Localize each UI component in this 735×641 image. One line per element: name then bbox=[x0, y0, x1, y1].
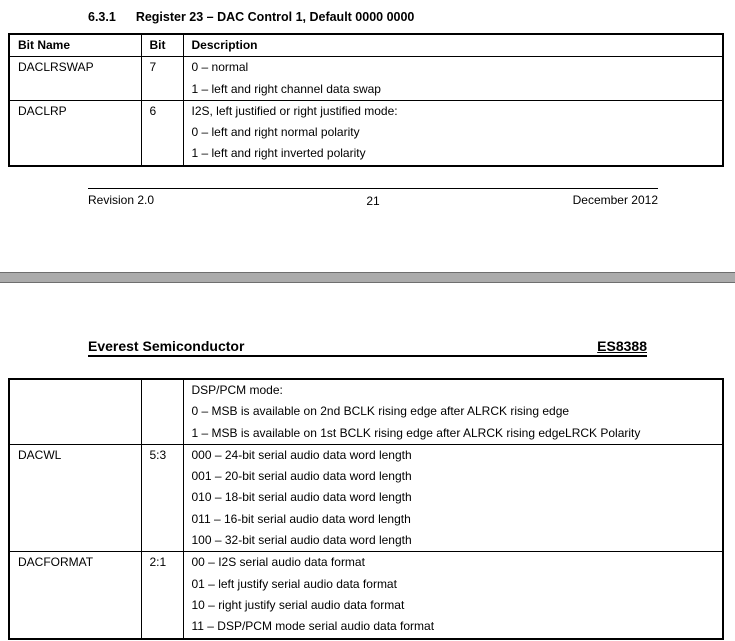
header-part-number: ES8388 bbox=[597, 338, 647, 354]
description-cell bbox=[183, 552, 723, 639]
description-line: DSP/PCM mode: bbox=[191, 383, 283, 397]
bit-name-cell: DACLRSWAP bbox=[9, 57, 141, 101]
bit-name-cell: DACFORMAT bbox=[9, 552, 141, 639]
description-line: 10 – right justify serial audio data format bbox=[191, 597, 405, 612]
description-line: 011 – 16-bit serial audio data word length bbox=[191, 511, 411, 526]
description-line: 11 – DSP/PCM mode serial audio data format bbox=[191, 619, 435, 634]
description-line: 1 – left and right channel data swap bbox=[191, 81, 381, 96]
footer-date: December 2012 bbox=[572, 193, 658, 207]
table-row bbox=[9, 379, 723, 444]
column-header-bit-name: Bit Name bbox=[9, 34, 141, 57]
section-title: Register 23 – DAC Control 1, Default 0000 0000 bbox=[135, 10, 415, 24]
column-header-bit: Bit bbox=[141, 34, 183, 57]
bit-cell: 7 bbox=[141, 57, 183, 101]
footer-page-number: 21 bbox=[366, 194, 380, 208]
bit-cell: 6 bbox=[141, 100, 183, 165]
description-line: 010 – 18-bit serial audio data word length bbox=[191, 490, 412, 505]
description-line: 0 – left and right normal polarity bbox=[191, 125, 360, 140]
description-line: 0 – normal bbox=[191, 60, 249, 75]
page-break-separator bbox=[0, 272, 735, 283]
section-heading bbox=[88, 10, 414, 24]
description-cell bbox=[183, 57, 723, 101]
description-cell bbox=[183, 379, 723, 444]
bit-name-cell bbox=[9, 379, 141, 444]
bit-cell: 5:3 bbox=[141, 444, 183, 551]
table-row bbox=[9, 552, 723, 639]
page-header bbox=[88, 333, 647, 357]
description-line: 0 – MSB is available on 2nd BCLK rising edge after ALRCK rising edge bbox=[191, 404, 570, 419]
table-row bbox=[9, 444, 723, 551]
table-header-row bbox=[9, 34, 723, 57]
description-line: 00 – I2S serial audio data format bbox=[191, 555, 365, 570]
bit-cell bbox=[141, 379, 183, 444]
register-23-table bbox=[8, 33, 724, 167]
bit-name-cell: DACWL bbox=[9, 444, 141, 551]
description-line: 01 – left justify serial audio data format bbox=[191, 576, 397, 591]
page-footer bbox=[88, 188, 658, 207]
description-line: 001 – 20-bit serial audio data word length bbox=[191, 469, 412, 484]
section-number: 6.3.1 bbox=[88, 10, 116, 24]
description-line: I2S, left justified or right justified mode: bbox=[191, 103, 398, 118]
description-cell bbox=[183, 100, 723, 165]
table-row bbox=[9, 57, 723, 101]
description-line: 000 – 24-bit serial audio data word length bbox=[191, 447, 412, 462]
description-line: 1 – left and right inverted polarity bbox=[191, 146, 366, 161]
table-row bbox=[9, 100, 723, 165]
footer-revision: Revision 2.0 bbox=[88, 193, 155, 207]
description-line: 1 – MSB is available on 1st BCLK rising edge after ALRCK rising edgeLRCK Polarity bbox=[191, 425, 641, 440]
bit-name-cell: DACLRP bbox=[9, 100, 141, 165]
header-company-name: Everest Semiconductor bbox=[88, 338, 245, 354]
bit-cell: 2:1 bbox=[141, 552, 183, 639]
register-table-continued bbox=[8, 378, 724, 640]
description-cell bbox=[183, 444, 723, 551]
column-header-description: Description bbox=[183, 34, 723, 57]
description-line: 100 – 32-bit serial audio data word length bbox=[191, 533, 412, 548]
